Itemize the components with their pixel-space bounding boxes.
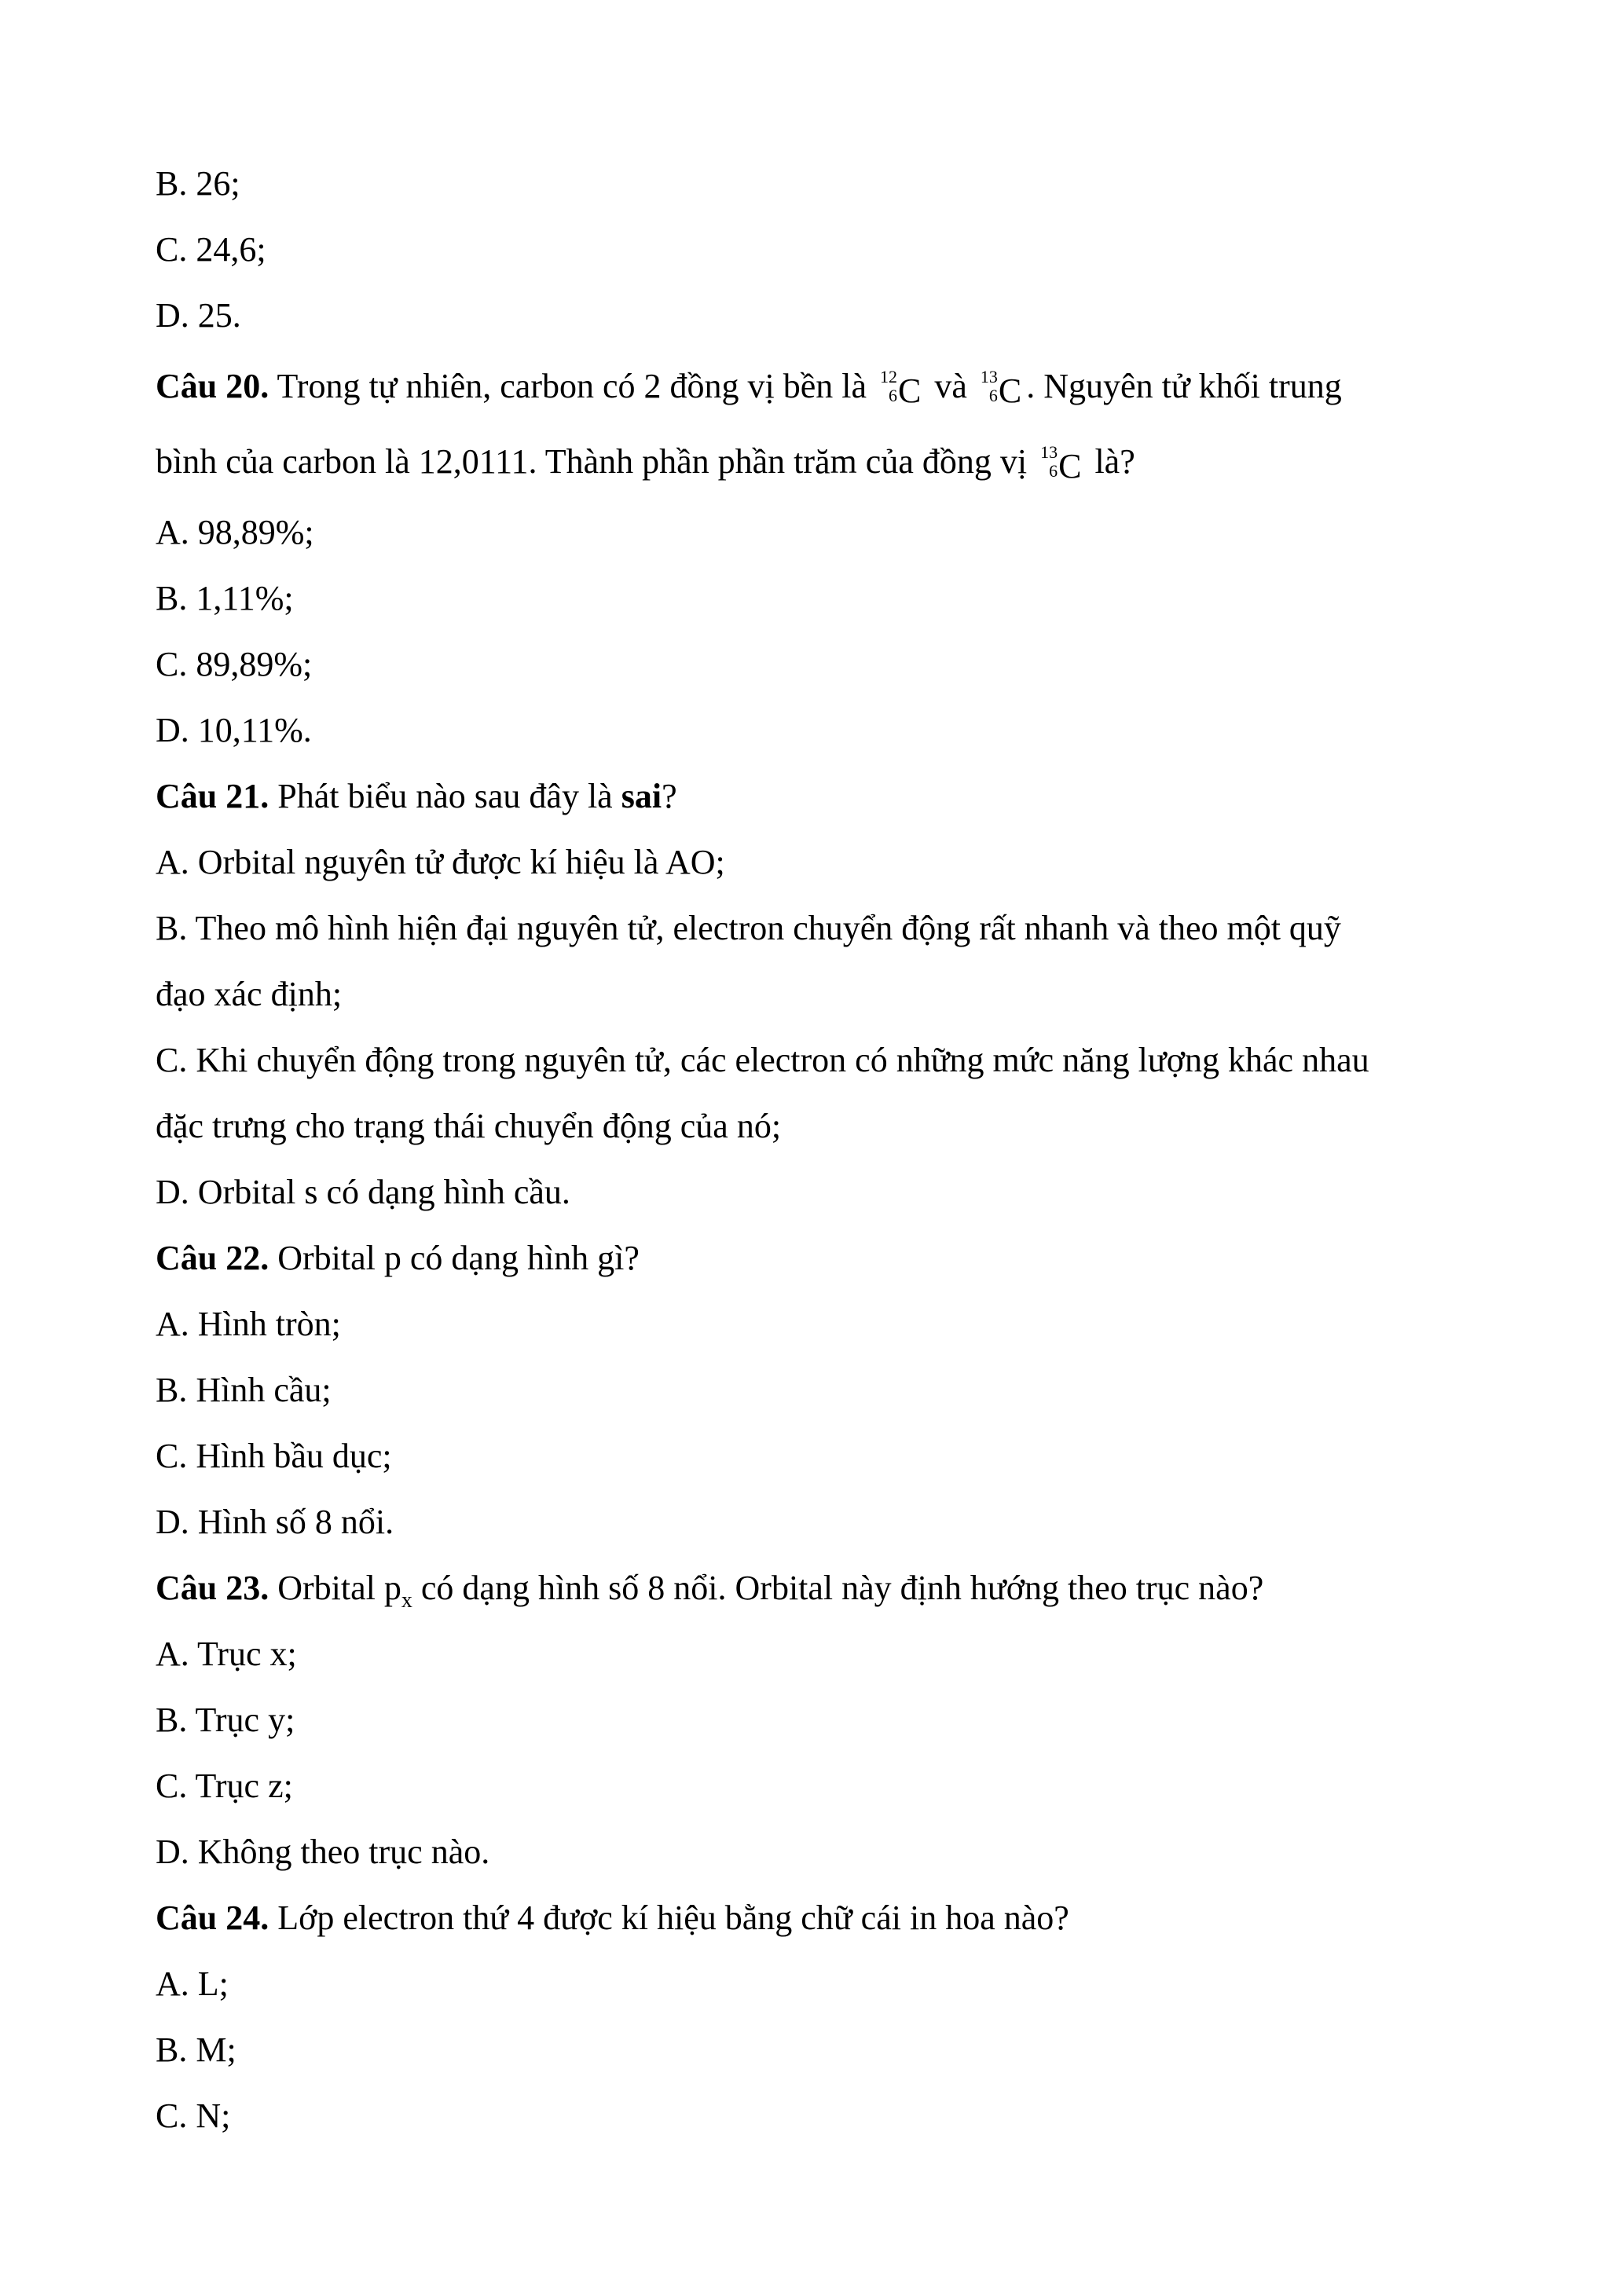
q22-stem — [156, 1225, 1491, 1291]
q21-option-c-line2: đặc trưng cho trạng thái chuyển động của nó; — [156, 1107, 782, 1145]
q20-option-c: C. 89,89%; — [156, 645, 313, 683]
q21-option-a: A. Orbital nguyên tử được kí hiệu là AO; — [156, 843, 725, 881]
q24-label: Câu 24. — [156, 1899, 269, 1937]
q21-option-d: D. Orbital s có dạng hình cầu. — [156, 1173, 570, 1211]
q20-text-c: . Nguyên tử khối trung — [1026, 367, 1342, 405]
q21-option-b-line2: đạo xác định; — [156, 975, 343, 1013]
q22-label: Câu 22. — [156, 1239, 269, 1277]
isotope-c12-mass: 12 — [880, 366, 898, 386]
q21-label: Câu 21. — [156, 777, 269, 815]
q23-option-a: A. Trục x; — [156, 1635, 297, 1673]
q23-subscript: x — [401, 1588, 412, 1613]
q19-option-b: B. 26; — [156, 164, 240, 203]
q21-text-b: ? — [662, 777, 677, 815]
q22-option-d: D. Hình số 8 nổi. — [156, 1503, 394, 1541]
isotope-c13-mass: 13 — [980, 366, 998, 386]
q23-text-a: Orbital p — [269, 1569, 401, 1607]
q23-stem — [156, 1555, 1491, 1621]
q21-stem — [156, 764, 1491, 829]
isotope-c13-repeat — [1040, 441, 1082, 485]
q21-text-bold: sai — [621, 777, 662, 815]
q23-text-b: có dạng hình số 8 nổi. Orbital này định hướng theo trục nào? — [412, 1569, 1264, 1607]
isotope-c12-symbol: C — [898, 371, 922, 410]
q20-text-b: và — [934, 367, 967, 405]
q20-stem-line1 — [156, 349, 1491, 424]
q23-option-c: C. Trục z; — [156, 1767, 293, 1805]
q19-option-d: D. 25. — [156, 296, 241, 335]
isotope-c12-atomic: 6 — [889, 385, 898, 405]
q20-option-d: D. 10,11%. — [156, 711, 312, 749]
isotope-c13-repeat-atomic: 6 — [1049, 460, 1058, 481]
document-page — [156, 151, 1491, 2149]
isotope-c12 — [880, 366, 922, 410]
q22-option-b: B. Hình cầu; — [156, 1371, 332, 1409]
q23-label: Câu 23. — [156, 1569, 269, 1607]
q24-text: Lớp electron thứ 4 được kí hiệu bằng chữ cái in hoa nào? — [269, 1899, 1069, 1937]
isotope-c13 — [980, 366, 1022, 410]
q24-stem — [156, 1885, 1491, 1951]
q19-option-c: C. 24,6; — [156, 230, 266, 269]
q20-option-b: B. 1,11%; — [156, 579, 294, 617]
q20-option-a: A. 98,89%; — [156, 513, 314, 551]
q20-text-e: là? — [1094, 442, 1135, 481]
q24-option-c: C. N; — [156, 2096, 231, 2135]
q23-option-d: D. Không theo trục nào. — [156, 1833, 490, 1871]
q20-label: Câu 20. — [156, 367, 269, 405]
isotope-c13-repeat-symbol: C — [1058, 446, 1082, 485]
q20-text-a: Trong tự nhiên, carbon có 2 đồng vị bền là — [269, 367, 867, 405]
isotope-c13-repeat-mass: 13 — [1040, 441, 1058, 462]
isotope-c13-symbol: C — [998, 371, 1022, 410]
q21-option-b-line1: B. Theo mô hình hiện đại nguyên tử, electron chuyển động rất nhanh và theo một quỹ — [156, 909, 1341, 947]
q20-text-d: bình của carbon là 12,0111. Thành phần phần trăm của đồng vị — [156, 442, 1028, 481]
q22-option-c: C. Hình bầu dục; — [156, 1437, 392, 1475]
q21-text-a: Phát biểu nào sau đây là — [269, 777, 621, 815]
q21-option-c-line1: C. Khi chuyển động trong nguyên tử, các electron có những mức năng lượng khác nhau — [156, 1041, 1369, 1079]
isotope-c13-atomic: 6 — [988, 385, 998, 405]
q24-option-b: B. M; — [156, 2031, 236, 2069]
q22-text: Orbital p có dạng hình gì? — [269, 1239, 640, 1277]
q24-option-a: A. L; — [156, 1965, 229, 2003]
q23-option-b: B. Trục y; — [156, 1701, 295, 1739]
q22-option-a: A. Hình tròn; — [156, 1305, 341, 1343]
q20-stem-line2 — [156, 424, 1491, 500]
